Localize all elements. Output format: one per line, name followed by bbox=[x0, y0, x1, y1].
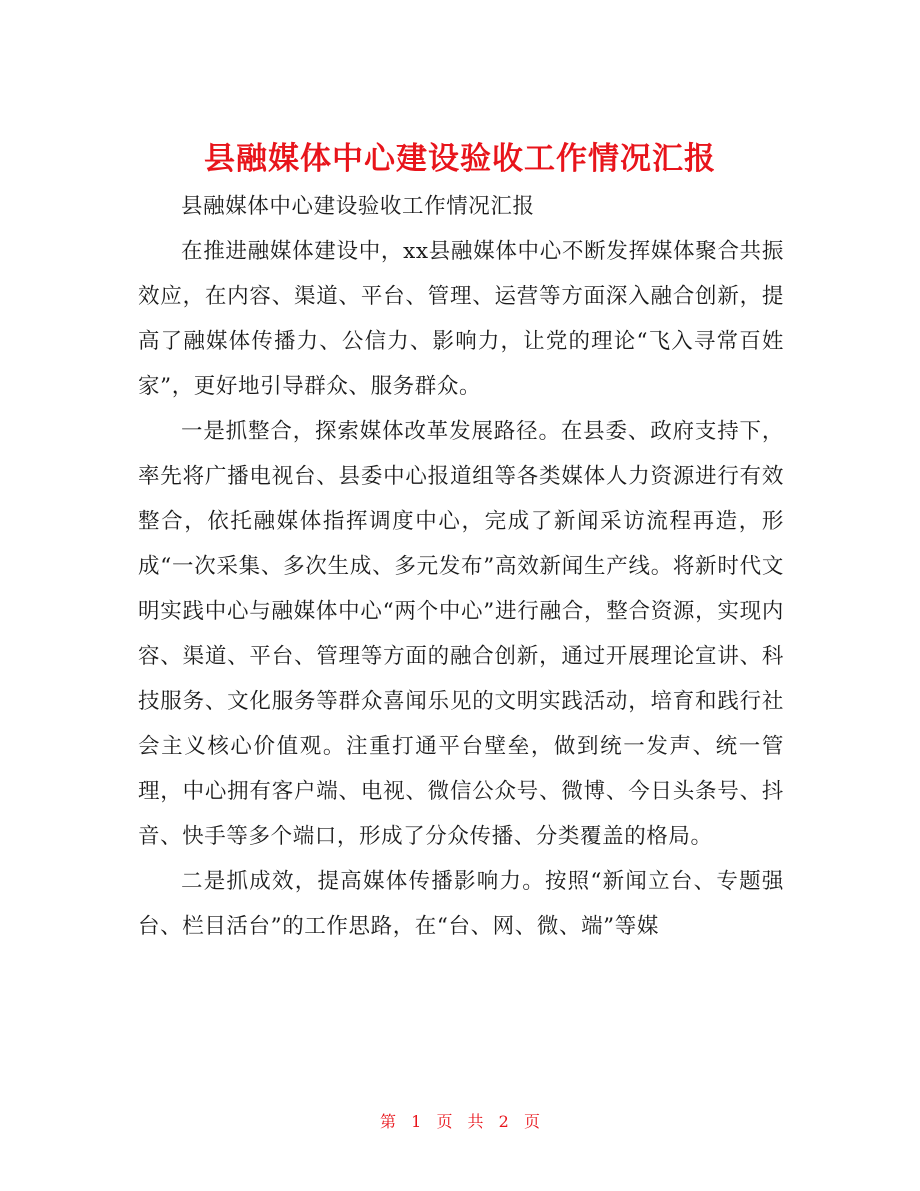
footer-total-pages: 2 bbox=[498, 1112, 509, 1131]
document-title: 县融媒体中心建设验收工作情况汇报 bbox=[204, 140, 716, 177]
paragraph-effectiveness: 二是抓成效，提高媒体传播影响力。按照“新闻立台、专题强台、栏目活台”的工作思路，在“台、网、微、端”等媒 bbox=[138, 869, 784, 939]
paragraph-integration: 一是抓整合，探索媒体改革发展路径。在县委、政府支持下，率先将广播电视台、县委中心报道组等各类媒体人力资源进行有效整合，依托融媒体指挥调度中心，完成了新闻采访流程再造，形成“一次采集、多次生成、多元发布”高效新闻生产线。将新时代文明实践中心与融媒体中心“两个中心”进行融合，整合资源，实现内容、渠道、平台、管理等方面的融合创新，通过开展理论宣讲、科技服务、文化服务等群众喜闻乐见的文明实践活动，培育和践行社会主义核心价值观。注重打通平台壁垒，做到统一发声、统一管理，中心拥有客户端、电视、微信公众号、微博、今日头条号、抖音、快手等多个端口，形成了分众传播、分类覆盖的格局。 bbox=[138, 419, 784, 849]
page-number-footer bbox=[0, 1110, 920, 1134]
footer-page-word: 页 bbox=[436, 1112, 453, 1131]
footer-total-word: 共 bbox=[467, 1112, 484, 1131]
paragraph-intro: 在推进融媒体建设中，xx县融媒体中心不断发挥媒体聚合共振效应，在内容、渠道、平台、管理、运营等方面深入融合创新，提高了融媒体传播力、公信力、影响力，让党的理论“飞入寻常百姓家”，更好地引导群众、服务群众。 bbox=[138, 239, 784, 399]
document-subtitle: 县融媒体中心建设验收工作情况汇报 bbox=[181, 194, 535, 219]
footer-current-page: 1 bbox=[411, 1112, 422, 1131]
footer-prefix: 第 bbox=[380, 1112, 397, 1131]
footer-suffix: 页 bbox=[523, 1112, 540, 1131]
document-body bbox=[138, 184, 784, 949]
